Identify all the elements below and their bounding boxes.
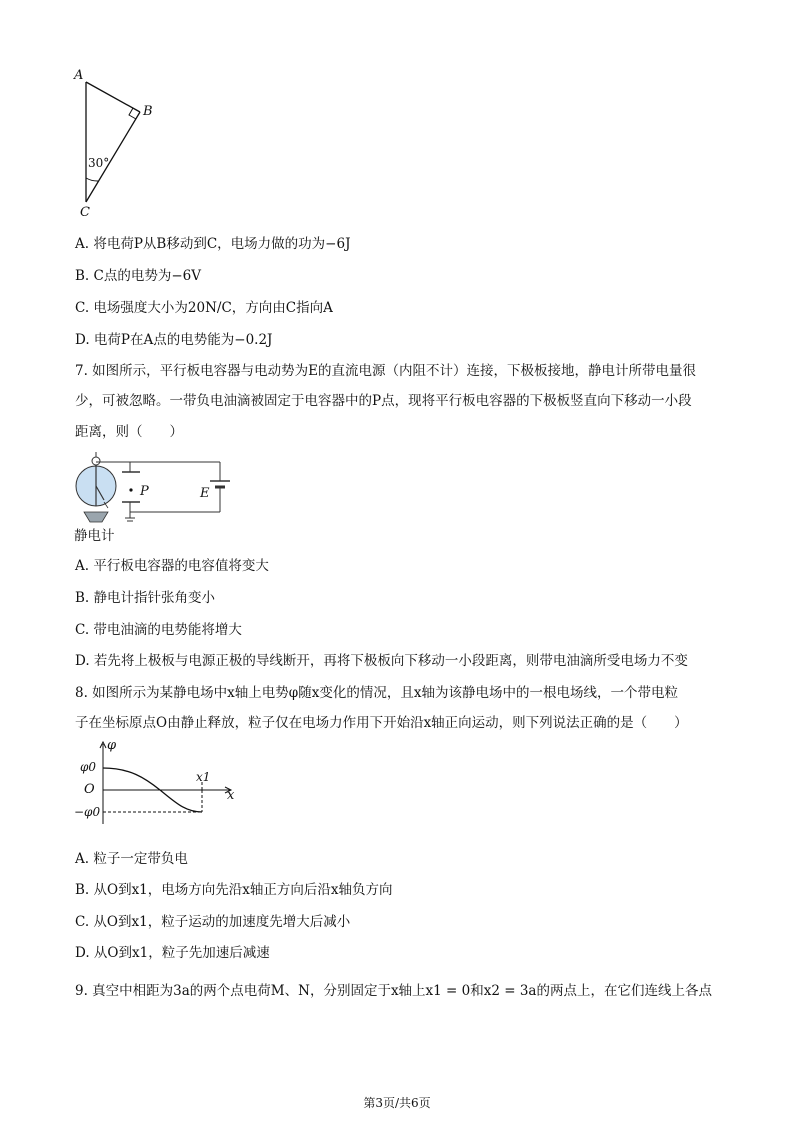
angle-label: 30°	[88, 156, 110, 170]
x-axis-label: x	[227, 788, 235, 803]
q8-option-a: A. 粒子一定带负电	[75, 851, 188, 867]
neg-phi0-label: −φ0	[74, 805, 101, 819]
vertex-a-label: A	[74, 68, 84, 83]
source-e-label: E	[200, 486, 210, 501]
q6-option-c: C. 电场强度大小为20N/C，方向由C指向A	[75, 300, 333, 316]
q7-option-a: A. 平行板电容器的电容值将变大	[75, 558, 269, 574]
origin-o-label: O	[84, 782, 95, 797]
triangle-figure	[70, 68, 160, 223]
q9-stem-line1: 9. 真空中相距为3a的两个点电荷M、N，分别固定于x轴上x1 = 0和x2 = 3a的两点上，在它们连线上各点	[75, 983, 712, 999]
q7-stem-line1: 7. 如图所示，平行板电容器与电动势为E的直流电源（内阻不计）连接，下极板接地，静电计所带电量很	[75, 363, 697, 379]
q6-option-b: B. C点的电势为−6V	[75, 268, 201, 284]
q7-stem-line2: 少，可被忽略。一带负电油滴被固定于电容器中的P点，现将平行板电容器的下极板竖直向下移动一小段	[75, 393, 692, 409]
q8-stem-line1: 8. 如图所示为某静电场中x轴上电势φ随x变化的情况，且x轴为该静电场中的一根电场线，一个带电粒	[75, 685, 678, 701]
q8-option-d: D. 从O到x1，粒子先加速后减速	[75, 945, 270, 961]
phi-axis-label: φ	[107, 738, 117, 753]
q8-stem-line2: 子在坐标原点O由静止释放，粒子仅在电场力作用下开始沿x轴正向运动，则下列说法正确的是（ ）	[75, 715, 688, 731]
page-number: 第3页/共6页	[363, 1096, 431, 1110]
triangle-svg	[70, 68, 160, 223]
q7-option-c: C. 带电油滴的电势能将增大	[75, 622, 242, 638]
q6-option-a: A. 将电荷P从B移动到C，电场力做的功为−6J	[75, 236, 351, 252]
q7-option-b: B. 静电计指针张角变小	[75, 590, 216, 606]
vertex-c-label: C	[80, 205, 90, 220]
q6-option-d: D. 电荷P在A点的电势能为−0.2J	[75, 332, 273, 348]
electrometer-caption: 静电计	[74, 528, 115, 544]
point-p-label: P	[140, 484, 149, 499]
q8-option-b: B. 从O到x1，电场方向先沿x轴正方向后沿x轴负方向	[75, 882, 393, 898]
vertex-b-label: B	[143, 104, 153, 119]
q7-stem-line3: 距离，则（ ）	[75, 424, 183, 440]
q8-option-c: C. 从O到x1，粒子运动的加速度先增大后减小	[75, 914, 351, 930]
phi0-label: φ0	[80, 760, 97, 774]
x1-label: x1	[196, 770, 211, 784]
q7-option-d: D. 若先将上极板与电源正极的导线断开，再将下极板向下移动一小段距离，则带电油滴所受电场力不变	[75, 653, 688, 669]
